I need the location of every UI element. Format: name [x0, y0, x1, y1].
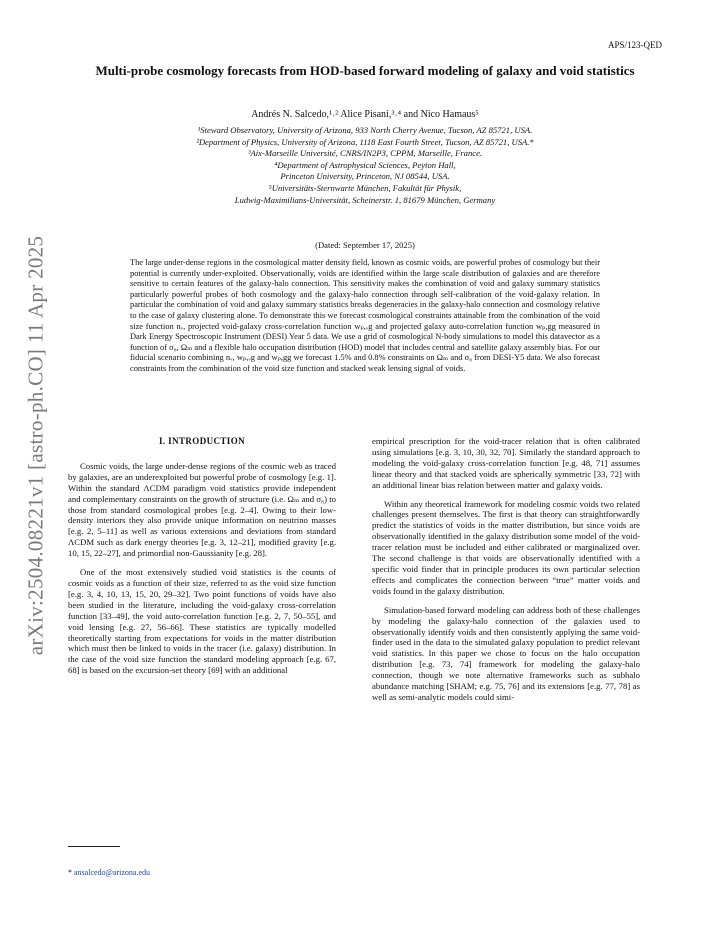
abstract: The large under-dense regions in the cosmological matter density field, known as cosmic voids, are powerful probes of cosmology but their potential is currently under-exploited. Observationally, voids are identified within the large scale distribution of galaxies and are therefore sensitive to certain features of the galaxy-halo connection. This sensitivity makes the combination of void and galaxy summary statistics particularly powerful probes of both cosmology and the galaxy-halo connection through self-calibration of the void-galaxy relation. In particular the combination of void and galaxy summary statistics breaks degeneracies in the galaxy-halo connection and cosmology relative to the case of galaxy clustering alone. To demonstrate this we forecast cosmological constraints attainable from the combination of the void size function nᵥ, projected void-galaxy cross-correlation function wₚ,ᵥg and projected galaxy auto-correlation function wₚ,gg measured in Dark Energy Spectroscopic Instrument (DESI) Year 5 data. We use a grid of cosmological N-body simulations to model this datavector as a function of σ₈, Ωₘ and a flexible halo occupation distribution (HOD) model that includes central and satellite galaxy assembly bias. For our fiducial scenario combining nᵥ, wₚ,ᵥg and wₚ,gg we forecast 1.5% and 0.8% constraints on Ωₘ and σ₈ from DESI-Y5 data. We also forecast constraints from the combination of the void size function and stacked weak lensing signal of voids. — [130, 258, 600, 373]
footnote-rule — [68, 846, 120, 847]
date-line: (Dated: September 17, 2025) — [315, 240, 415, 250]
arxiv-stamp — [18, 210, 54, 680]
body-paragraph: empirical prescription for the void-tracer relation that is often calibrated using simulations [e.g. 3, 10, 30, 32, 70]. Similarly the standard approach to modeling the void-galaxy cross-correlation function [e.g. 48, 71] assumes linear theory and that stacked voids are spherically symmetric [33, 72] with an additional linear bias relation between matter and galaxy voids. — [372, 436, 640, 490]
affiliation-line: ³Aix-Marseille Université, CNRS/IN2P3, CPPM, Marseille, France. — [247, 148, 483, 159]
paper-title: Multi-probe cosmology forecasts from HOD-based forward modeling of galaxy and void statistics — [95, 63, 635, 78]
affiliation-line: ²Department of Physics, University of Arizona, 1118 East Fourth Street, Tucson, AZ 85721, USA.* — [196, 136, 534, 147]
affiliations — [70, 125, 660, 206]
section-heading: I. INTRODUCTION — [158, 436, 245, 446]
email-link[interactable]: ansalcedo@arizona.edu — [74, 868, 150, 877]
body-paragraph: Cosmic voids, the large under-dense regions of the cosmic web as traced by galaxies, are an underexploited but powerful probe of cosmology [e.g. 1]. Within the standard ΛCDM paradigm void statistics provide independent and complementary constraints on the growth of structure (i.e. Ωₘ and σ₈) to those from standard cosmological probes [e.g. 2–4]. Owing to their low-density interiors they also provide unique information on neutrino masses [e.g. 2, 5–11] as well as various extensions and deviations from standard ΛCDM such as dark energy theories [e.g. 3, 12–21], modified gravity [e.g. 10, 15, 22–27], and primordial non-Gaussianity [e.g. 28]. — [68, 460, 336, 559]
footnote — [68, 868, 150, 877]
affiliation-line: Ludwig-Maximilians-Universität, Scheinerstr. 1, 81679 München, Germany — [234, 194, 496, 205]
affiliation-line: Princeton University, Princeton, NJ 08544, USA. — [280, 171, 450, 182]
author-list: Andrés N. Salcedo,¹˒² Alice Pisani,³˒⁴ and Nico Hamaus⁵ — [251, 109, 479, 120]
body-paragraph: Within any theoretical framework for modeling cosmic voids two related challenges present themselves. The first is that theory can straightforwardly predict the statistics of voids in the matter distribution, but since voids are observationally identified in the galaxy distribution some model of the void-tracer relation must be included and either calibrated or marginalized over. The second challenge is that voids are observationally identified with a specific void finder that in principle produces its own particular selection effects and complicates the connection between “true” matter voids and voids found in the galaxy distribution. — [372, 498, 640, 596]
left-column — [68, 436, 336, 684]
report-id: APS/123-QED — [607, 40, 662, 50]
footnote-marker: * — [68, 868, 72, 877]
arxiv-stamp-text: arXiv:2504.08221v1 [astro-ph.CO] 11 Apr 2025 — [23, 235, 48, 655]
affiliation-line: ⁴Department of Astrophysical Sciences, Peyton Hall, — [274, 159, 456, 170]
affiliation-line: ⁵Universitäts-Sternwarte München, Fakultät für Physik, — [268, 182, 462, 193]
right-column — [372, 436, 640, 711]
affiliation-line: ¹Steward Observatory, University of Arizona, 933 North Cherry Avenue, Tucson, AZ 85721, USA. — [197, 125, 533, 135]
body-paragraph: Simulation-based forward modeling can address both of these challenges by modeling the galaxy-halo connection of the galaxies used to observationally identify voids and then consistently applying the same void-finder used in the data to the simulated galaxy population to predict relevant void statistics. In this paper we chose to focus on the halo occupation distribution [e.g. 73, 74] framework for modeling the galaxy-halo connection, though we note alternative frameworks such as subhalo abundance matching [SHAM; e.g. 75, 76] and its extensions [e.g. 77, 78] as well as semi-analytic models could simi- — [372, 604, 640, 702]
body-paragraph: One of the most extensively studied void statistics is the counts of cosmic voids as a function of their size, referred to as the void size function [e.g. 3, 4, 10, 13, 15, 20, 29–32]. Two point functions of voids have also been studied in the literature, including the void-galaxy cross-correlation function [33–49], the void auto-correlation function [e.g. 2, 7, 50–55], and void lensing [e.g. 27, 56–66]. These statistics are typically modelled theoretically starting from expectations for voids in the matter distribution which must then be linked to voids in the tracer (i.e. galaxy) distribution. In the case of the void size function the standard modeling approach [e.g. 67, 68] is based on the excursion-set theory [69] with an additional — [68, 567, 336, 676]
